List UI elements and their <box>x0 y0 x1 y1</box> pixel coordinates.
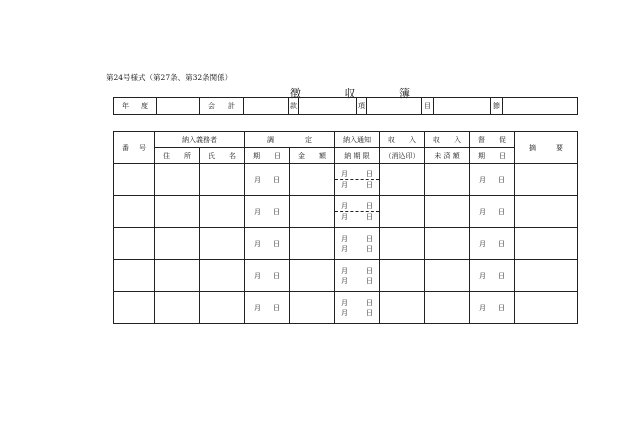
remarks-cell[interactable] <box>515 228 578 260</box>
month-day-label: 月 日 <box>341 266 373 275</box>
col-name-header: 氏 名 <box>200 148 245 164</box>
col-receipt-header: 収 入 <box>380 132 425 148</box>
fiscal-year-field[interactable] <box>157 98 200 115</box>
month-day-label: 月 日 <box>341 170 373 178</box>
col-demand-header: 督 促 <box>470 132 515 148</box>
month-day-label: 月 日 <box>479 175 505 184</box>
unreceived-cell[interactable] <box>425 292 470 324</box>
number-cell[interactable] <box>114 164 155 196</box>
deadline-cell[interactable] <box>335 196 380 228</box>
date-cell[interactable] <box>245 228 290 260</box>
month-day-label: 月 日 <box>341 276 373 285</box>
setsu-field[interactable] <box>503 98 578 115</box>
remarks-cell[interactable] <box>515 196 578 228</box>
account-field[interactable] <box>244 98 289 115</box>
kou-field[interactable] <box>367 98 422 115</box>
amount-cell[interactable] <box>290 164 335 196</box>
month-day-label: 月 日 <box>341 298 373 307</box>
remarks-cell[interactable] <box>515 164 578 196</box>
amount-cell[interactable] <box>290 228 335 260</box>
col-demand-date-header: 期 日 <box>470 148 515 164</box>
address-cell[interactable] <box>155 228 200 260</box>
amount-cell[interactable] <box>290 260 335 292</box>
ledger-table <box>113 131 578 324</box>
name-cell[interactable] <box>200 260 245 292</box>
form-reference: 第24号様式（第27条、第32条関係） <box>106 73 233 82</box>
ledger-row <box>114 196 578 228</box>
col-deadline-header: 納 期 限 <box>335 148 380 164</box>
month-day-label: 月 日 <box>479 207 505 216</box>
address-cell[interactable] <box>155 260 200 292</box>
demand-date-cell[interactable] <box>470 260 515 292</box>
month-day-label: 月 日 <box>254 175 280 184</box>
month-day-label: 月 日 <box>341 234 373 243</box>
month-day-label: 月 日 <box>341 308 373 317</box>
demand-date-cell[interactable] <box>470 228 515 260</box>
number-cell[interactable] <box>114 228 155 260</box>
month-day-label: 月 日 <box>254 207 280 216</box>
month-day-label: 月 日 <box>341 202 373 210</box>
deadline-cell[interactable] <box>335 228 380 260</box>
name-cell[interactable] <box>200 292 245 324</box>
unreceived-cell[interactable] <box>425 228 470 260</box>
col-address-header: 住 所 <box>155 148 200 164</box>
receipt-cell[interactable] <box>380 196 425 228</box>
fiscal-year-label: 年 度 <box>114 98 157 115</box>
demand-date-cell[interactable] <box>470 196 515 228</box>
col-assessment-header: 調 定 <box>245 132 335 148</box>
col-unreceived-sub-header: 未 済 額 <box>425 148 470 164</box>
month-day-label: 月 日 <box>479 271 505 280</box>
address-cell[interactable] <box>155 164 200 196</box>
deadline-cell[interactable] <box>335 292 380 324</box>
ledger-row <box>114 164 578 196</box>
kou-label: 項 <box>357 98 367 115</box>
name-cell[interactable] <box>200 164 245 196</box>
moku-field[interactable] <box>434 98 491 115</box>
budget-header-table <box>113 97 578 115</box>
amount-cell[interactable] <box>290 292 335 324</box>
number-cell[interactable] <box>114 260 155 292</box>
month-day-label: 月 日 <box>479 239 505 248</box>
col-amount-header: 金 額 <box>290 148 335 164</box>
month-day-label: 月 日 <box>254 239 280 248</box>
amount-cell[interactable] <box>290 196 335 228</box>
col-date-header: 期 日 <box>245 148 290 164</box>
ledger-row <box>114 260 578 292</box>
col-receipt-sub-header: （消込印） <box>380 148 425 164</box>
remarks-cell[interactable] <box>515 292 578 324</box>
address-cell[interactable] <box>155 196 200 228</box>
receipt-cell[interactable] <box>380 292 425 324</box>
number-cell[interactable] <box>114 292 155 324</box>
date-cell[interactable] <box>245 260 290 292</box>
deadline-cell[interactable] <box>335 164 380 196</box>
col-notice-header: 納入通知 <box>335 132 380 148</box>
date-cell[interactable] <box>245 292 290 324</box>
title-char: 収 <box>344 87 356 100</box>
demand-date-cell[interactable] <box>470 292 515 324</box>
moku-label: 目 <box>422 98 434 115</box>
col-unreceived-header: 収 入 <box>425 132 470 148</box>
month-day-label: 月 日 <box>254 303 280 312</box>
month-day-label: 月 日 <box>341 244 373 253</box>
remarks-cell[interactable] <box>515 260 578 292</box>
receipt-cell[interactable] <box>380 164 425 196</box>
receipt-cell[interactable] <box>380 260 425 292</box>
title-char: 徴 <box>290 87 301 100</box>
ledger-row <box>114 292 578 324</box>
setsu-label: 節 <box>491 98 503 115</box>
date-cell[interactable] <box>245 164 290 196</box>
demand-date-cell[interactable] <box>470 164 515 196</box>
receipt-cell[interactable] <box>380 228 425 260</box>
kan-field[interactable] <box>299 98 357 115</box>
month-day-label: 月 日 <box>254 271 280 280</box>
date-cell[interactable] <box>245 196 290 228</box>
title-char: 簿 <box>399 87 410 100</box>
address-cell[interactable] <box>155 292 200 324</box>
unreceived-cell[interactable] <box>425 260 470 292</box>
name-cell[interactable] <box>200 196 245 228</box>
kan-label: 款 <box>289 98 299 115</box>
unreceived-cell[interactable] <box>425 196 470 228</box>
ledger-row <box>114 228 578 260</box>
month-day-label: 月 日 <box>479 303 505 312</box>
account-label: 会 計 <box>200 98 244 115</box>
month-day-label: 月 日 <box>335 179 379 190</box>
unreceived-cell[interactable] <box>425 164 470 196</box>
number-cell[interactable] <box>114 196 155 228</box>
col-obligor-header: 納入義務者 <box>155 132 245 148</box>
col-number-header: 番 号 <box>114 132 155 164</box>
month-day-label: 月 日 <box>335 211 379 222</box>
deadline-cell[interactable] <box>335 260 380 292</box>
col-remarks-header: 摘 要 <box>515 132 578 164</box>
name-cell[interactable] <box>200 228 245 260</box>
